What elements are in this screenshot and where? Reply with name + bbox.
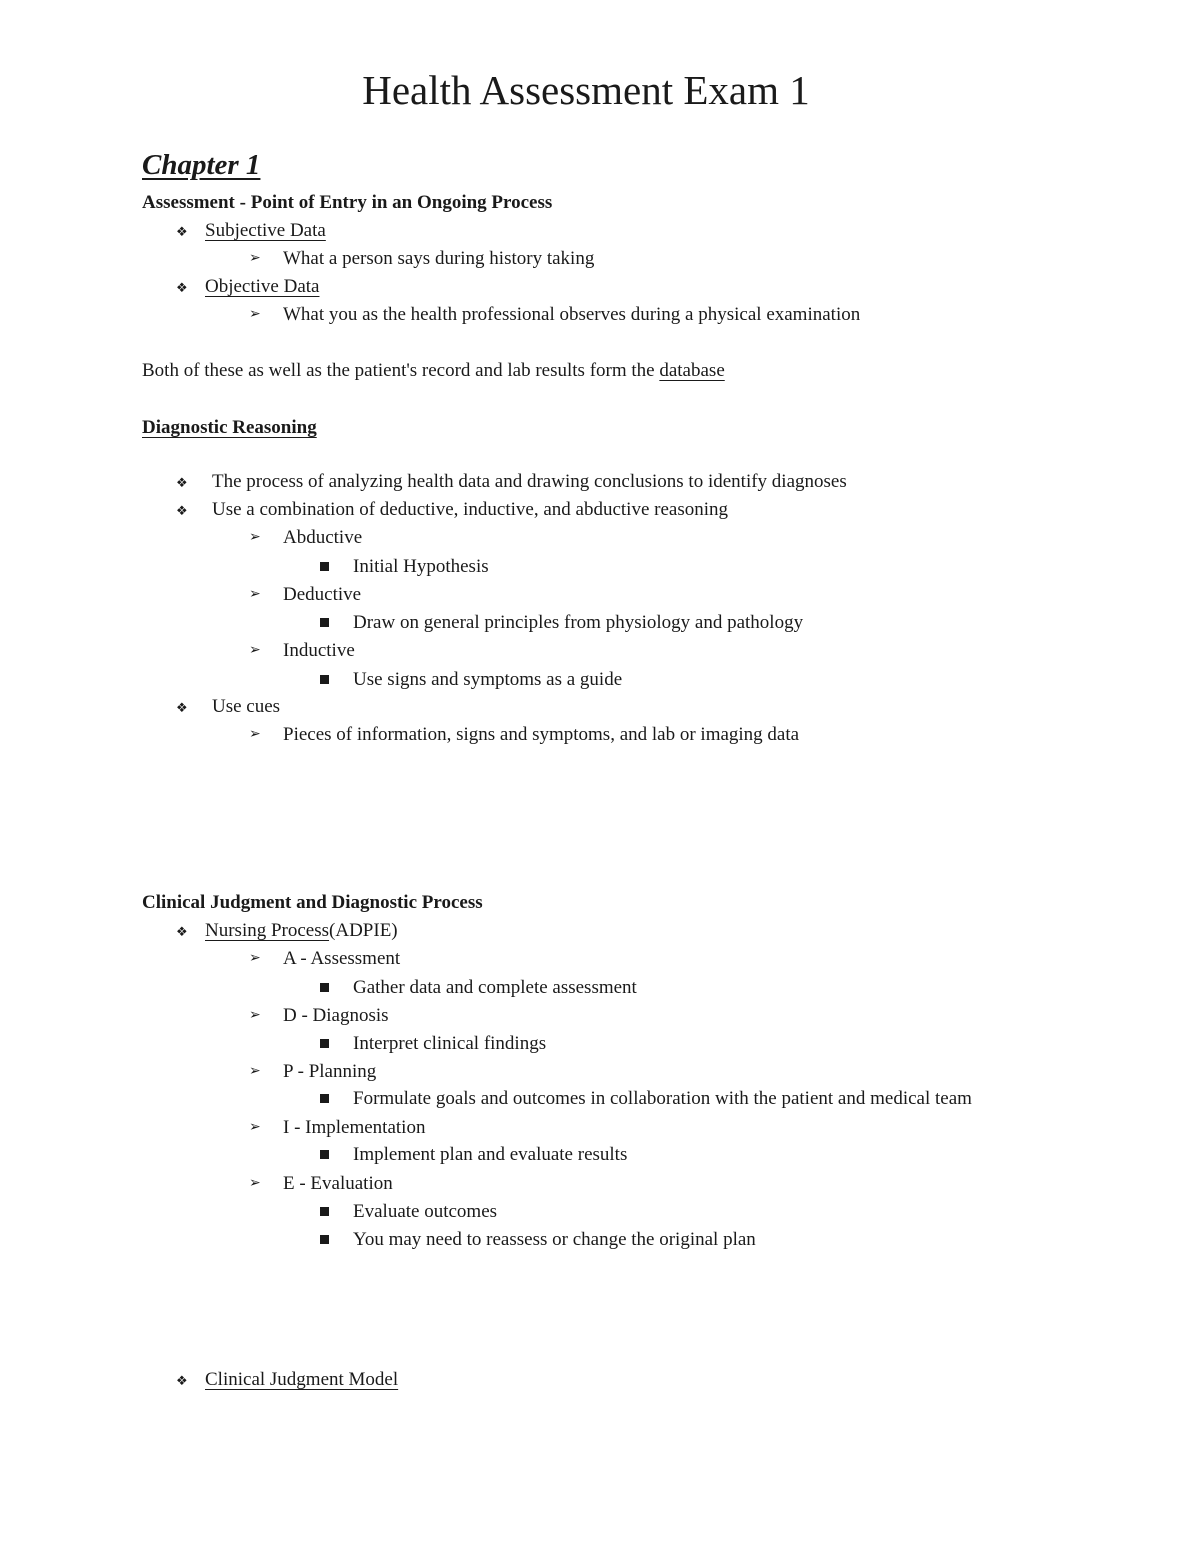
square-bullet-icon	[320, 675, 329, 684]
adpie-assessment-description: Gather data and complete assessment	[353, 977, 637, 998]
database-term: database	[659, 360, 725, 381]
diagnostic-reasoning-definition: The process of analyzing health data and drawing conclusions to identify diagnoses	[212, 471, 847, 492]
section-heading-clinical-judgment: Clinical Judgment and Diagnostic Process	[142, 892, 483, 913]
use-cues-label: Use cues	[212, 696, 281, 717]
section-heading-assessment: Assessment - Point of Entry in an Ongoing Process	[142, 192, 553, 213]
nursing-process-acronym: (ADPIE)	[329, 920, 398, 941]
document-title: Health Assessment Exam 1	[362, 67, 810, 113]
abductive-description: Initial Hypothesis	[353, 556, 489, 577]
chapter-heading: Chapter 1	[142, 149, 261, 181]
square-bullet-icon	[320, 983, 329, 992]
database-paragraph	[142, 361, 725, 380]
arrow-bullet-icon: ➢	[249, 530, 261, 545]
square-bullet-icon	[320, 618, 329, 627]
adpie-evaluation-description-1: Evaluate outcomes	[353, 1201, 498, 1222]
diamond-bullet-icon: ❖	[176, 924, 188, 939]
diamond-bullet-icon: ❖	[176, 700, 188, 715]
square-bullet-icon	[320, 562, 329, 571]
adpie-planning: P - Planning	[283, 1061, 377, 1082]
arrow-bullet-icon: ➢	[249, 1064, 261, 1079]
abductive-label: Abductive	[283, 527, 363, 548]
nursing-process-label: Nursing Process	[205, 920, 330, 941]
square-bullet-icon	[320, 1094, 329, 1103]
arrow-bullet-icon: ➢	[249, 587, 261, 602]
diamond-bullet-icon: ❖	[176, 475, 188, 490]
deductive-description: Draw on general principles from physiology and pathology	[353, 612, 804, 633]
adpie-implementation-description: Implement plan and evaluate results	[353, 1144, 628, 1165]
arrow-bullet-icon: ➢	[249, 307, 261, 322]
adpie-evaluation: E - Evaluation	[283, 1173, 393, 1194]
arrow-bullet-icon: ➢	[249, 1120, 261, 1135]
subjective-data-label: Subjective Data	[205, 220, 326, 241]
adpie-diagnosis: D - Diagnosis	[283, 1005, 389, 1026]
square-bullet-icon	[320, 1150, 329, 1159]
square-bullet-icon	[320, 1207, 329, 1216]
arrow-bullet-icon: ➢	[249, 951, 261, 966]
subjective-data-description: What a person says during history taking	[283, 248, 595, 269]
arrow-bullet-icon: ➢	[249, 1176, 261, 1191]
inductive-label: Inductive	[283, 640, 355, 661]
section-heading-diagnostic-reasoning: Diagnostic Reasoning	[142, 417, 317, 438]
adpie-planning-description: Formulate goals and outcomes in collaboration with the patient and medical team	[353, 1088, 972, 1109]
arrow-bullet-icon: ➢	[249, 643, 261, 658]
adpie-evaluation-description-2: You may need to reassess or change the original plan	[353, 1229, 756, 1250]
diamond-bullet-icon: ❖	[176, 1373, 188, 1388]
inductive-description: Use signs and symptoms as a guide	[353, 669, 623, 690]
clinical-judgment-model-label: Clinical Judgment Model	[205, 1369, 399, 1390]
adpie-implementation: I - Implementation	[283, 1117, 426, 1138]
objective-data-description: What you as the health professional observes during a physical examination	[283, 304, 861, 325]
adpie-assessment: A - Assessment	[283, 948, 401, 969]
database-sentence: Both of these as well as the patient's record and lab results form the	[142, 360, 655, 381]
arrow-bullet-icon: ➢	[249, 727, 261, 742]
nursing-process-line	[205, 921, 398, 940]
diamond-bullet-icon: ❖	[176, 280, 188, 295]
objective-data-label: Objective Data	[205, 276, 320, 297]
deductive-label: Deductive	[283, 584, 362, 605]
adpie-diagnosis-description: Interpret clinical findings	[353, 1033, 547, 1054]
diamond-bullet-icon: ❖	[176, 224, 188, 239]
square-bullet-icon	[320, 1039, 329, 1048]
diamond-bullet-icon: ❖	[176, 503, 188, 518]
reasoning-combination: Use a combination of deductive, inductive, and abductive reasoning	[212, 499, 729, 520]
square-bullet-icon	[320, 1235, 329, 1244]
cues-description: Pieces of information, signs and symptoms, and lab or imaging data	[283, 724, 800, 745]
arrow-bullet-icon: ➢	[249, 251, 261, 266]
arrow-bullet-icon: ➢	[249, 1008, 261, 1023]
